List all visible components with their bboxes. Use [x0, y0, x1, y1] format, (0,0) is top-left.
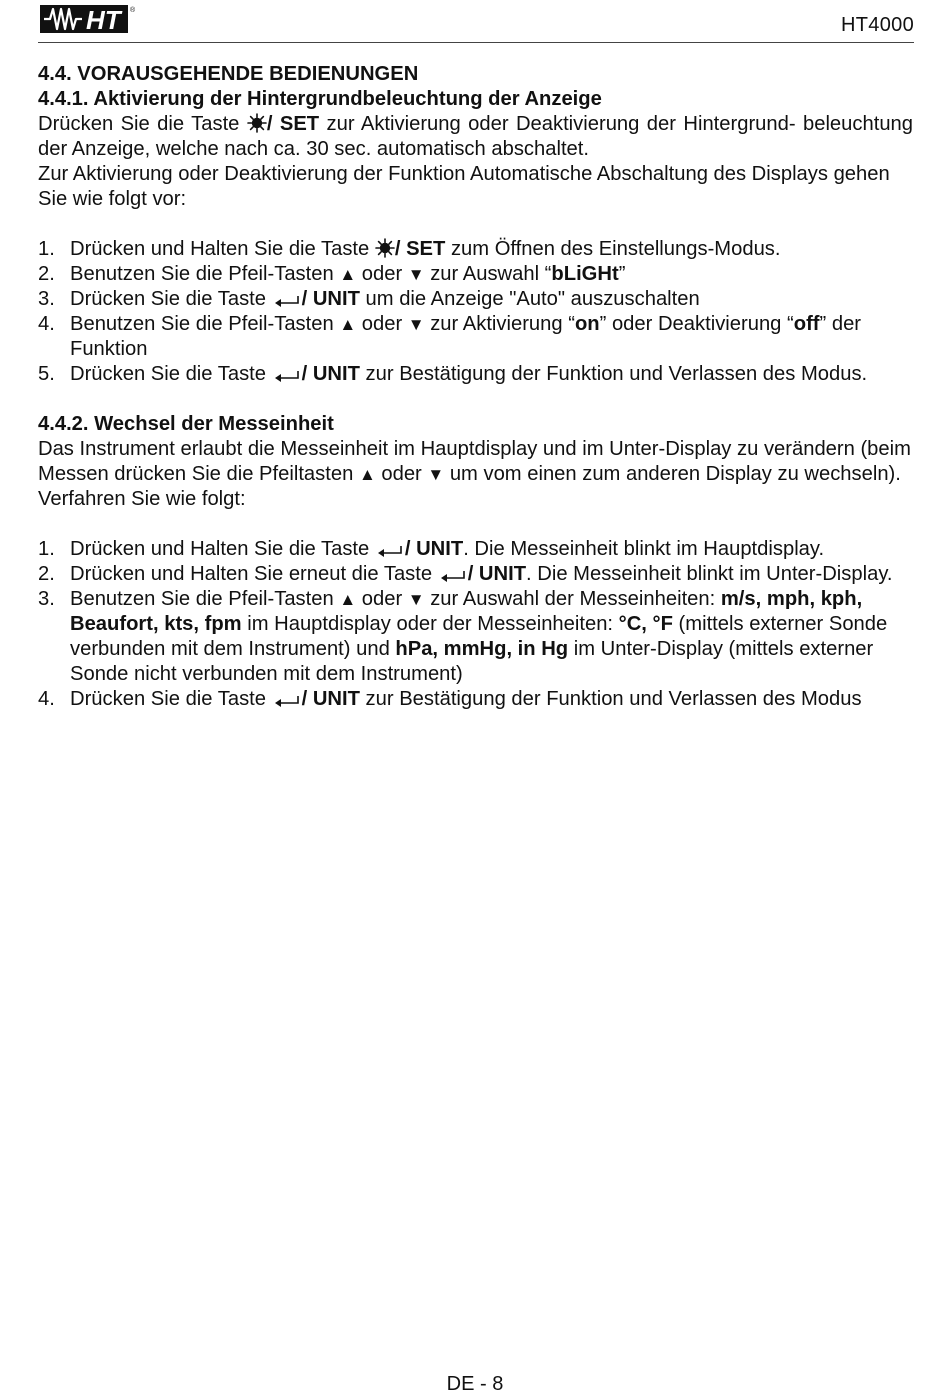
list-item [38, 237, 913, 262]
intro-text-a: Drücken Sie die Taste [38, 113, 240, 135]
page-number: DE - 8 [446, 1373, 504, 1395]
list-item [38, 687, 913, 712]
set-key-label: / SET [394, 238, 446, 260]
backlight-intro [38, 112, 913, 162]
list-item [38, 587, 913, 687]
unit-intro [38, 437, 913, 512]
step-text: zur Bestätigung der Funktion und Verlassen des Modus [359, 688, 862, 710]
display-code: off [793, 313, 820, 335]
intro-text-b: um vom einen zum anderen Display zu wechseln). Verfahren Sie wie folgt: [38, 463, 901, 510]
step-text: oder [356, 588, 408, 610]
step-number: 3. [38, 588, 55, 610]
unit-list: hPa, mmHg, in Hg [395, 638, 569, 660]
step-text: zur Auswahl der Messeinheiten: [424, 588, 721, 610]
unit-list: m/s, mph, kph, Beaufort, kts, fpm [70, 588, 863, 635]
unit-key-label: / UNIT [467, 563, 527, 585]
logo-text: HT [86, 5, 121, 35]
unit-steps [38, 537, 913, 712]
step-text: ” [618, 263, 626, 285]
step-text: im Unter-Display (mittels externer Sonde nicht verbunden mit dem Instrument) [70, 638, 874, 685]
step-number: 3. [38, 288, 55, 310]
step-text: um die Anzeige "Auto" auszuschalten [359, 288, 700, 310]
step-number: 1. [38, 238, 55, 260]
arrow-up-icon: ▲ [339, 265, 357, 284]
step-text: im Hauptdisplay oder der Messeinheiten: [241, 613, 619, 635]
section-title: 4.4. VORAUSGEHENDE BEDIENUNGEN [38, 63, 419, 85]
logo-registered-mark: ® [130, 7, 136, 14]
enter-key-icon [272, 694, 302, 708]
backlight-key-icon [375, 238, 395, 258]
enter-key-icon [272, 369, 302, 383]
intro-text-mid: oder [375, 463, 428, 485]
step-text: ” der Funktion [70, 313, 862, 360]
step-text: Benutzen Sie die Pfeil-Tasten [70, 588, 340, 610]
step-text: Benutzen Sie die Pfeil-Tasten [70, 313, 340, 335]
page-header [38, 0, 914, 43]
arrow-down-icon: ▼ [407, 265, 425, 284]
ht-logo [40, 3, 164, 35]
step-text: oder [356, 313, 408, 335]
backlight-steps [38, 237, 913, 387]
list-item [38, 562, 913, 587]
step-text: Drücken und Halten Sie die Taste [70, 538, 375, 560]
unit-key-label: / UNIT [404, 538, 464, 560]
intro-text-a: Das Instrument erlaubt die Messeinheit im Hauptdisplay und im Unter-Display zu verändern (beim Messen drücken Sie die Pfeiltasten [38, 438, 911, 485]
list-item [38, 287, 913, 312]
subsection-title-backlight: 4.4.1. Aktivierung der Hintergrundbeleuchtung der Anzeige [38, 88, 602, 110]
subsection-title-unit: 4.4.2. Wechsel der Messeinheit [38, 413, 334, 435]
step-text: ” oder Deaktivierung “ [599, 313, 794, 335]
backlight-key-icon [247, 113, 267, 133]
unit-key-label: / UNIT [301, 688, 360, 710]
list-item [38, 262, 913, 287]
list-item [38, 362, 913, 387]
intro-text-b: zur Aktivierung oder Deaktivierung der Hintergrund- beleuchtung der Anzeige, welche nach ca. 30 sec. automatisch abschaltet. [38, 113, 914, 160]
list-item [38, 312, 913, 362]
step-number: 2. [38, 263, 55, 285]
enter-key-icon [438, 569, 468, 583]
arrow-down-icon: ▼ [427, 465, 445, 484]
arrow-up-icon: ▲ [339, 590, 357, 609]
unit-key-label: / UNIT [301, 363, 360, 385]
step-number: 1. [38, 538, 55, 560]
step-number: 5. [38, 363, 55, 385]
step-text: Drücken Sie die Taste [70, 363, 272, 385]
arrow-up-icon: ▲ [339, 315, 357, 334]
unit-list: °C, °F [618, 613, 673, 635]
step-text: Benutzen Sie die Pfeil-Tasten [70, 263, 340, 285]
backlight-intro-2: Zur Aktivierung oder Deaktivierung der Funktion Automatische Abschaltung des Displays gehen Sie wie folgt vor: [38, 163, 890, 210]
model-number: HT4000 [841, 14, 914, 36]
step-text: Drücken und Halten Sie erneut die Taste [70, 563, 438, 585]
display-code: bLiGHt [551, 263, 619, 285]
step-number: 2. [38, 563, 55, 585]
step-number: 4. [38, 688, 55, 710]
step-text: zur Aktivierung “ [424, 313, 575, 335]
arrow-down-icon: ▼ [407, 590, 425, 609]
step-text: Drücken Sie die Taste [70, 288, 272, 310]
step-text: (mittels externer Sonde verbunden mit dem Instrument) und [70, 613, 888, 660]
step-text: Drücken Sie die Taste [70, 688, 272, 710]
document-body [38, 62, 913, 712]
step-text: oder [356, 263, 408, 285]
step-text: . Die Messeinheit blinkt im Hauptdisplay. [463, 538, 825, 560]
enter-key-icon [375, 544, 405, 558]
step-number: 4. [38, 313, 55, 335]
step-text: zur Bestätigung der Funktion und Verlassen des Modus. [359, 363, 868, 385]
set-key-label: / SET [266, 113, 320, 135]
step-text: zur Auswahl “ [424, 263, 552, 285]
arrow-down-icon: ▼ [407, 315, 425, 334]
enter-key-icon [272, 294, 302, 308]
step-text: zum Öffnen des Einstellungs-Modus. [445, 238, 781, 260]
step-text: Drücken und Halten Sie die Taste [70, 238, 375, 260]
list-item [38, 537, 913, 562]
step-text: . Die Messeinheit blinkt im Unter-Display. [526, 563, 893, 585]
display-code: on [574, 313, 600, 335]
arrow-up-icon: ▲ [358, 465, 376, 484]
unit-key-label: / UNIT [301, 288, 360, 310]
